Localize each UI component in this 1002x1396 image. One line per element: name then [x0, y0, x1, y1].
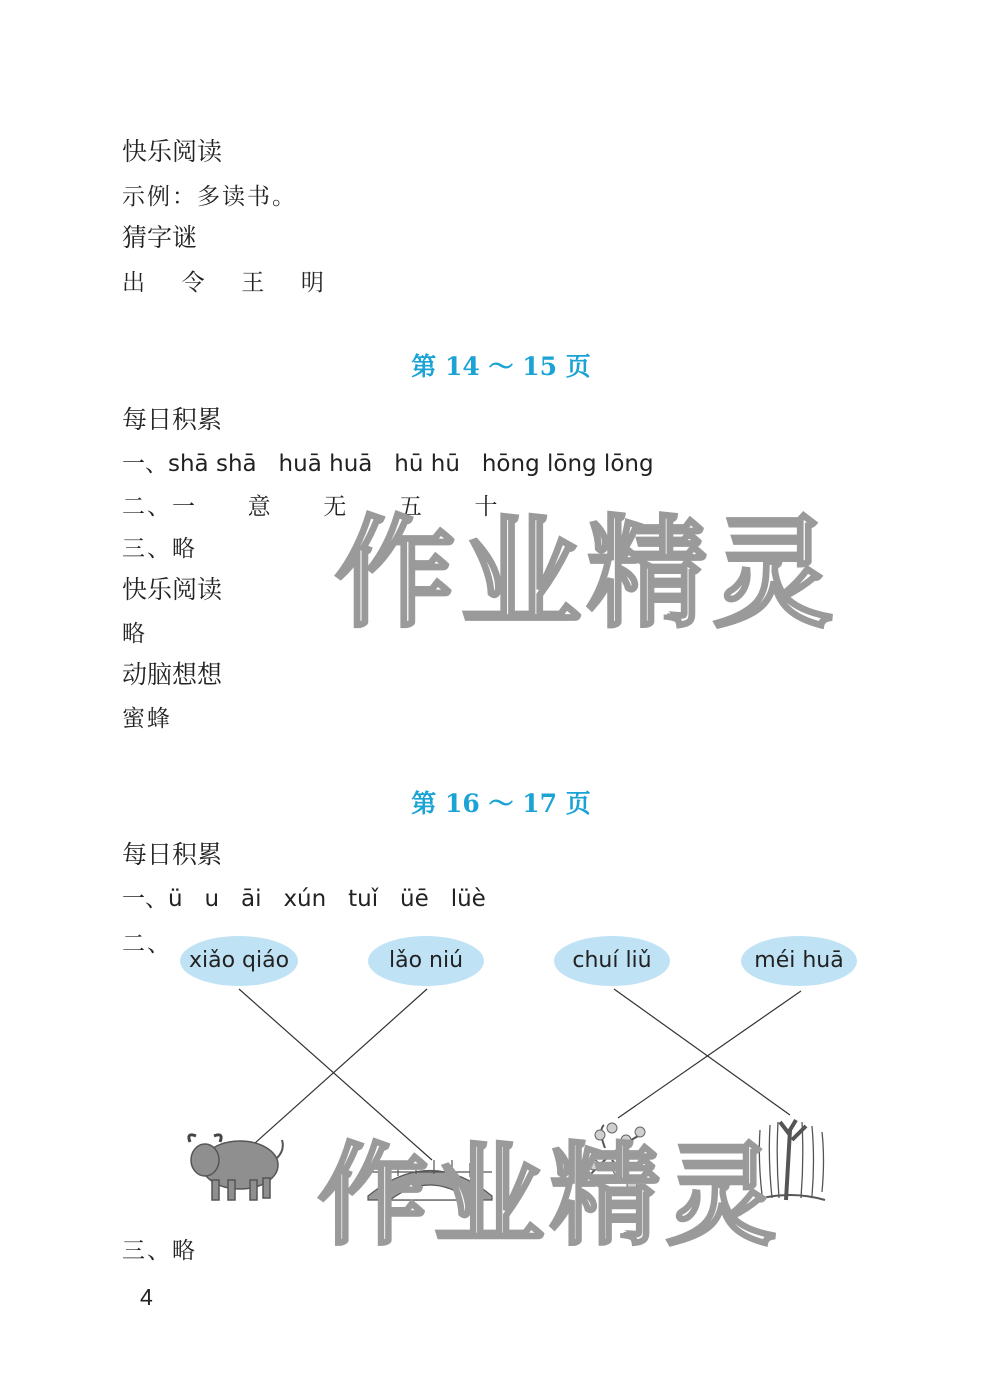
heading-riddle: 猜字谜 [122, 223, 198, 252]
watermark-2: 作业精灵 [318, 1132, 782, 1260]
match-line-mei-hua-plum [618, 991, 801, 1118]
section-title-14-15: 第 14 ～ 15 页 [411, 352, 591, 381]
question-3-lue: 三、略 [122, 1238, 197, 1264]
question-1-pinyin: 一、ü u āi xún tuǐ üē lüè [122, 886, 486, 912]
word-bubble-mei-hua: méi huā [741, 936, 857, 986]
heading-daily-accumulation: 每日积累 [122, 405, 223, 434]
riddle-answer: 出 令 王 明 [122, 270, 326, 296]
heading-daily-accumulation-2: 每日积累 [122, 840, 223, 869]
question-1: 一、shā shā huā huā hū hū hōng lōng lōng [122, 451, 654, 477]
section-title-16-17: 第 16 ～ 17 页 [411, 789, 591, 818]
page-number: 4 [140, 1284, 153, 1310]
watermark: 作业精灵 [335, 505, 839, 644]
word-bubble-chui-liu: chuí liǔ [554, 936, 670, 986]
think-answer: 蜜蜂 [122, 706, 172, 732]
word-bubble-xiao-qiao: xiǎo qiáo [180, 936, 298, 986]
heading-brain-think: 动脑想想 [122, 660, 223, 689]
question-3: 三、略 [122, 536, 197, 562]
heading-happy-reading: 快乐阅读 [122, 137, 223, 166]
ox-picture [189, 1135, 283, 1200]
question-2: 二、一 意 无 五 十 [122, 494, 500, 520]
reading-answer: 示例：多读书。 [122, 184, 297, 210]
word-bubble-lao-niu: lǎo niú [368, 936, 484, 986]
reading-answer-2: 略 [122, 621, 147, 647]
match-line-chui-liu-willow [614, 989, 790, 1115]
question-2-label: 二、 [122, 931, 172, 957]
heading-happy-reading-2: 快乐阅读 [122, 575, 223, 604]
